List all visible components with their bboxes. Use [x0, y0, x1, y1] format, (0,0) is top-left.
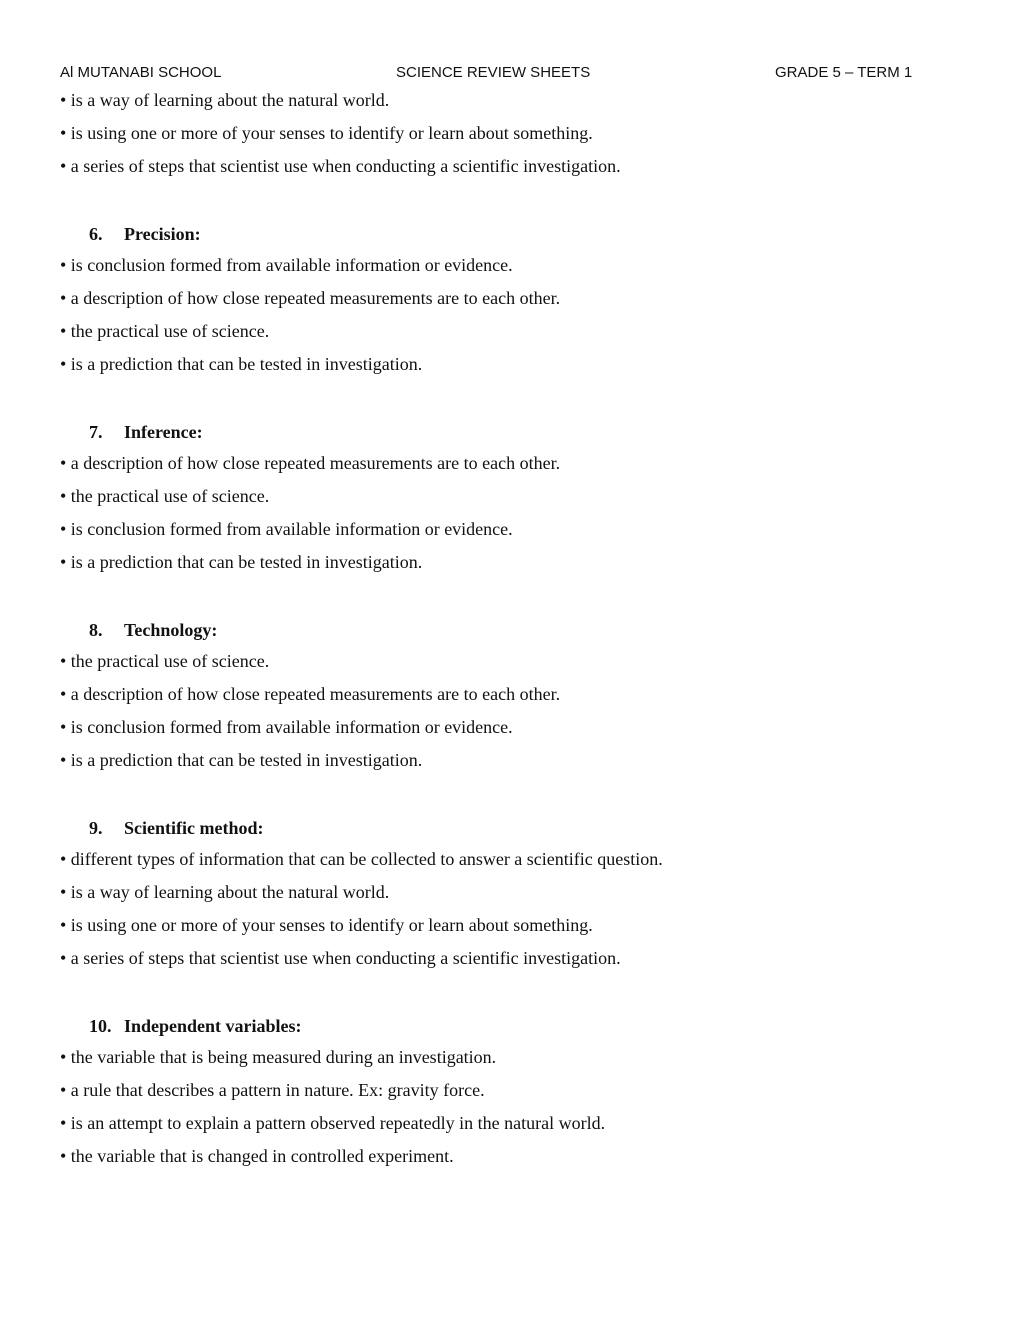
question-9: [60, 812, 940, 977]
continued-options: [60, 86, 940, 185]
question-title: [60, 218, 940, 251]
option-line: • is a prediction that can be tested in investigation.: [60, 354, 423, 374]
option-line: • is conclusion formed from available information or evidence.: [60, 255, 513, 275]
option-line: • a series of steps that scientist use when conducting a scientific investigation.: [60, 156, 621, 176]
question-number: 9.: [89, 818, 103, 838]
option-line: • a series of steps that scientist use when conducting a scientific investigation.: [60, 948, 621, 968]
option-line: • is using one or more of your senses to identify or learn about something.: [60, 123, 593, 143]
question-7: [60, 416, 940, 581]
option-line: • the practical use of science.: [60, 486, 270, 506]
option-line: • is an attempt to explain a pattern observed repeatedly in the natural world.: [60, 1113, 606, 1133]
option-line: • different types of information that can be collected to answer a scientific question.: [60, 849, 663, 869]
option-line: • is conclusion formed from available information or evidence.: [60, 717, 513, 737]
option-line: • the variable that is being measured during an investigation.: [60, 1047, 497, 1067]
option-line: • is a way of learning about the natural world.: [60, 882, 390, 902]
question-10: [60, 1010, 940, 1175]
grade-term: GRADE 5 – TERM 1: [775, 64, 913, 81]
question-term: Precision:: [124, 224, 201, 244]
option-line: • a description of how close repeated measurements are to each other.: [60, 453, 561, 473]
option-line: • the variable that is changed in controlled experiment.: [60, 1146, 454, 1166]
question-number: 10.: [89, 1016, 112, 1036]
question-number: 7.: [89, 422, 103, 442]
question-term: Inference:: [124, 422, 203, 442]
question-8: [60, 614, 940, 779]
option-line: • is a prediction that can be tested in investigation.: [60, 552, 423, 572]
option-line: • a rule that describes a pattern in nature. Ex: gravity force.: [60, 1080, 485, 1100]
question-title: [60, 416, 940, 449]
review-content: [60, 86, 940, 1175]
question-title: [60, 614, 940, 647]
option-line: • is conclusion formed from available information or evidence.: [60, 519, 513, 539]
option-line: • the practical use of science.: [60, 321, 270, 341]
question-term: Scientific method:: [124, 818, 264, 838]
option-line: • is a prediction that can be tested in investigation.: [60, 750, 423, 770]
option-line: • is a way of learning about the natural world.: [60, 90, 390, 110]
sheet-title: SCIENCE REVIEW SHEETS: [396, 64, 591, 81]
question-number: 6.: [89, 224, 103, 244]
question-term: Independent variables:: [124, 1016, 302, 1036]
option-line: • is using one or more of your senses to identify or learn about something.: [60, 915, 593, 935]
question-6: [60, 218, 940, 383]
school-name: Al MUTANABI SCHOOL: [60, 64, 222, 81]
question-title: [60, 812, 940, 845]
page-header: [60, 64, 920, 86]
question-term: Technology:: [124, 620, 218, 640]
option-line: • the practical use of science.: [60, 651, 270, 671]
question-title: [60, 1010, 940, 1043]
option-line: • a description of how close repeated measurements are to each other.: [60, 684, 561, 704]
question-number: 8.: [89, 620, 103, 640]
option-line: • a description of how close repeated measurements are to each other.: [60, 288, 561, 308]
